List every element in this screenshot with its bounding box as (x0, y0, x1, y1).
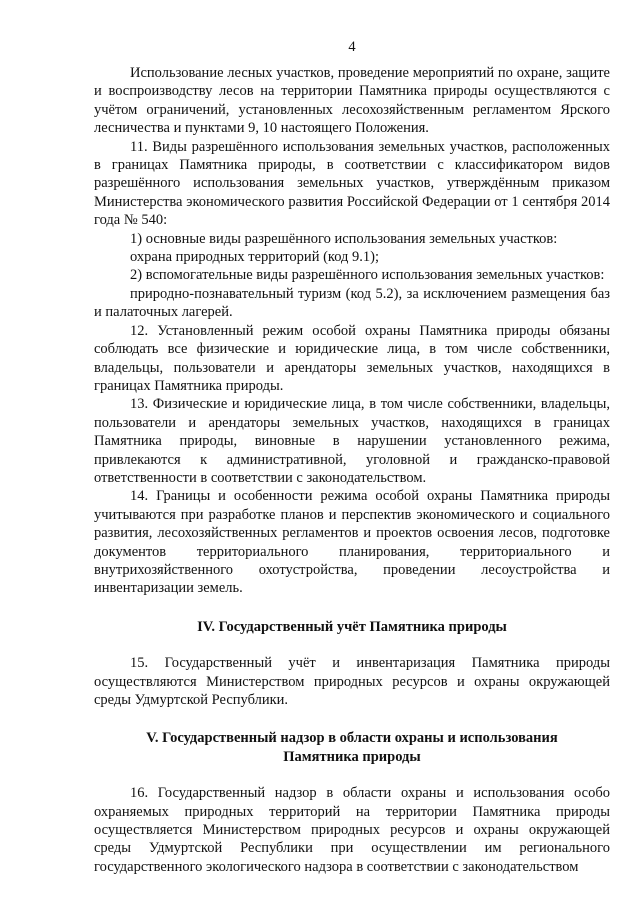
paragraph-11-item-2: 2) вспомогательные виды разрешённого использования земельных участков: (130, 267, 605, 284)
paragraph-11-item-2-value: природно-познавательный туризм (код 5.2), за исключением размещения баз и палаточных лагерей. (94, 285, 610, 321)
paragraph-11-item-1: 1) основные виды разрешённого использования земельных участков: (130, 230, 558, 247)
paragraph-11-item-1-value: охрана природных территорий (код 9.1); (130, 249, 380, 266)
section-5-heading-line-2: Памятника природы (283, 748, 421, 765)
paragraph-11: 11. Виды разрешённого использования земельных участков, расположенных в границах Памятника природы, в соответствии с классификатором видов разрешённого использования земельных участков, утверждённым приказом Министерства экономического развития Российской Федерации от 1 сентября 2014 года № 540: (94, 138, 610, 229)
paragraph-14: 14. Границы и особенности режима особой охраны Памятника природы учитываются при разработке планов и перспектив экономического и социального развития, лесохозяйственных регламентов и проектов освоения лесов, подготовке документов территориального планирования, территориального и внутрихозяйственного охотустройства, проведении лесоустройства и инвентаризации земель. (94, 488, 610, 597)
paragraph-16: 16. Государственный надзор в области охраны и использования особо охраняемых природных территорий на территории Памятника природы осуществляется Министерством природных ресурсов и охраны окружающей среды Удмуртской Республики при осуществлении им регионального государственного экологического надзора в соответствии с законодательством (94, 785, 610, 875)
paragraph-15: 15. Государственный учёт и инвентаризация Памятника природы осуществляются Министерством природных ресурсов и охраны окружающей среды Удмуртской Республики. (94, 655, 610, 708)
section-5-heading (94, 729, 610, 766)
paragraph-12: 12. Установленный режим особой охраны Памятника природы обязаны соблюдать все физические и юридические лица, в том числе собственники, владельцы, пользователи и арендаторы земельных участков, находящихся в границах Памятника природы. (94, 322, 610, 394)
section-5-heading-line-1: V. Государственный надзор в области охраны и использования (146, 730, 558, 747)
section-4-heading: IV. Государственный учёт Памятника природы (197, 618, 507, 635)
paragraph-forest-use: Использование лесных участков, проведение мероприятий по охране, защите и воспроизводству лесов на территории Памятника природы осуществляются с учётом ограничений, установленных лесохозяйственным регламентом Ярского лесничества и пунктами 9, 10 настоящего Положения. (94, 65, 610, 137)
page-number: 4 (348, 39, 356, 55)
paragraph-13: 13. Физические и юридические лица, в том числе собственники, владельцы, пользователи и арендаторы земельных участков, находящихся в границах Памятника природы, виновные в нарушении установленного режима, привлекаются к административной, уголовной и гражданско-правовой ответственности в соответствии с законодательством. (94, 396, 610, 486)
